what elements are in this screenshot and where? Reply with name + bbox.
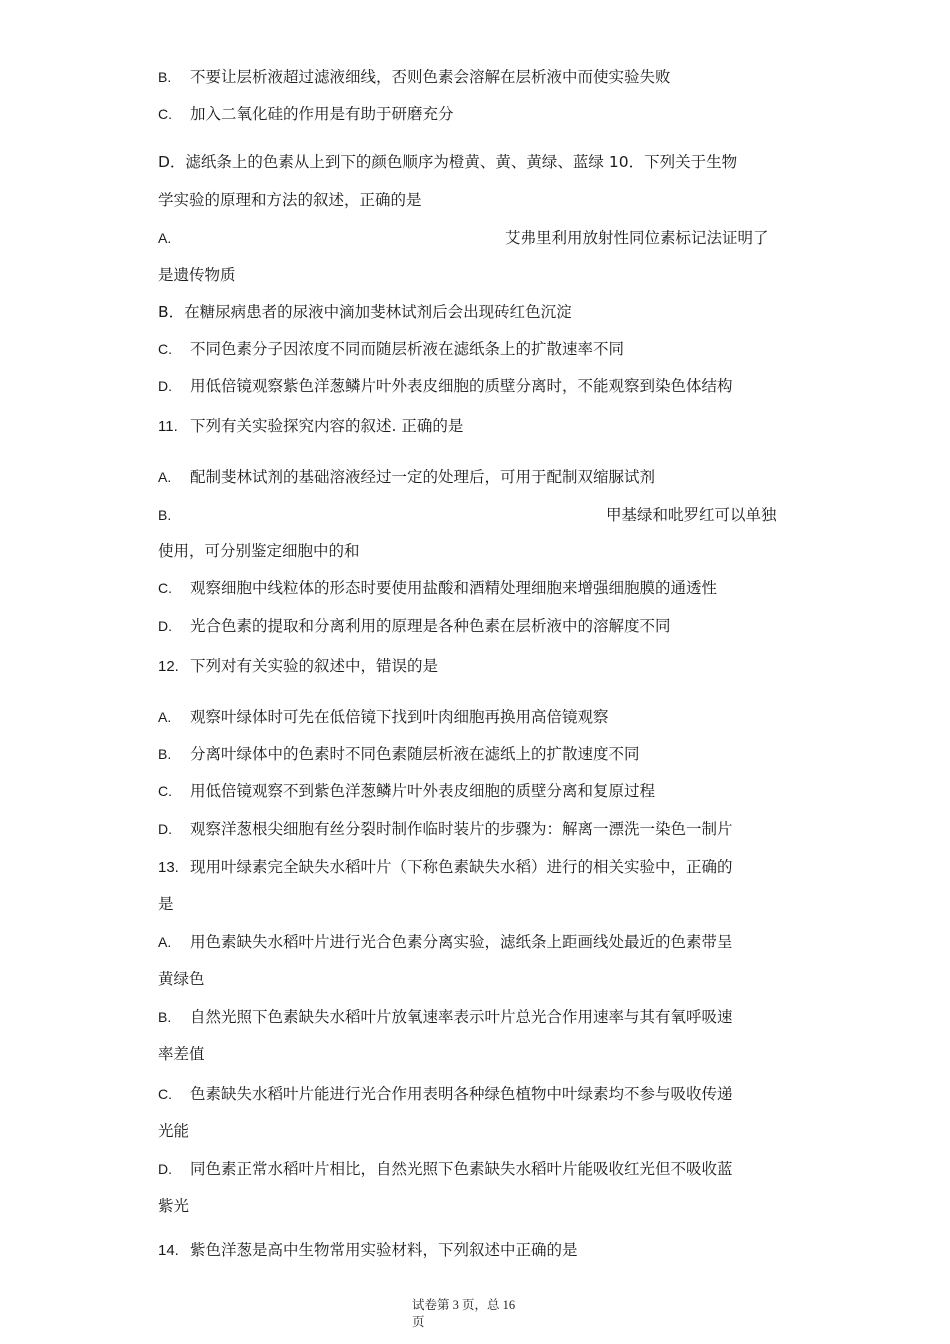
question-number: 11. xyxy=(158,418,178,435)
option-b-line xyxy=(158,67,671,87)
option-label: B. xyxy=(158,746,172,762)
option-text: 配制斐林试剂的基础溶液经过一定的处理后，可用于配制双缩脲试剂 xyxy=(190,468,656,486)
option-label: D. xyxy=(158,1161,172,1177)
option-text: 观察洋葱根尖细胞有丝分裂时制作临时装片的步骤为：解离一漂洗一染色一制片 xyxy=(190,820,733,838)
question-text: 下列对有关实验的叙述中，错误的是 xyxy=(190,657,439,675)
option-d-cont xyxy=(158,1196,189,1216)
option-label: D. xyxy=(158,821,172,837)
question-14 xyxy=(158,1240,578,1261)
option-label: A. xyxy=(158,469,172,485)
option-a-line xyxy=(158,932,733,952)
question-text: 下列有关实验探究内容的叙述. 正确的是 xyxy=(190,417,464,435)
option-c-line xyxy=(158,104,454,124)
option-text: D．滤纸条上的色素从上到下的颜色顺序为橙黄、黄、黄绿、蓝绿 10．下列关于生物 xyxy=(158,153,738,171)
option-d-line xyxy=(158,1159,733,1179)
option-label: B. xyxy=(158,1009,172,1025)
option-text: 率差值 xyxy=(158,1045,205,1063)
option-d-line xyxy=(158,376,733,396)
option-label: B. xyxy=(158,507,172,523)
question-text: 是 xyxy=(158,895,174,913)
option-c-line xyxy=(158,781,655,801)
option-b-cont xyxy=(158,1044,205,1064)
question-text: 学实验的原理和方法的叙述，正确的是 xyxy=(158,191,422,209)
option-a-cont xyxy=(158,265,236,285)
option-text: 加入二氧化硅的作用是有助于研磨充分 xyxy=(190,105,454,123)
option-text: 用低倍镜观察紫色洋葱鳞片叶外表皮细胞的质壁分离时，不能观察到染色体结构 xyxy=(190,377,733,395)
option-a-line xyxy=(158,707,609,727)
option-text: 使用，可分别鉴定细胞中的和 xyxy=(158,542,360,560)
option-a-line xyxy=(158,467,655,487)
option-c-line xyxy=(158,578,717,598)
option-text: 不同色素分子因浓度不同而随层析液在滤纸条上的扩散速率不同 xyxy=(190,340,625,358)
page-footer-cont: 页 xyxy=(412,1315,425,1329)
question-10-cont xyxy=(158,190,422,210)
option-label: A. xyxy=(158,709,172,725)
option-label: C. xyxy=(158,106,172,122)
option-text: 光能 xyxy=(158,1122,190,1140)
option-a-cont xyxy=(158,969,205,989)
option-label: C. xyxy=(158,783,172,799)
option-b-cont xyxy=(158,541,360,561)
option-text: 是遗传物质 xyxy=(158,266,236,284)
option-text: 用低倍镜观察不到紫色洋葱鳞片叶外表皮细胞的质壁分离和复原过程 xyxy=(190,782,656,800)
option-text: 光合色素的提取和分离利用的原理是各种色素在层析液中的溶解度不同 xyxy=(190,617,671,635)
option-b-line xyxy=(158,744,640,764)
option-text: 黄绿色 xyxy=(158,970,205,988)
option-text: 紫光 xyxy=(158,1197,190,1215)
option-d-line xyxy=(158,819,733,839)
option-c-cont xyxy=(158,1121,189,1141)
option-text: 观察叶绿体时可先在低倍镜下找到叶肉细胞再换用高倍镜观察 xyxy=(190,708,609,726)
option-text-right: 甲基绿和吡罗红可以单独 xyxy=(606,506,777,524)
option-b-line xyxy=(158,505,190,525)
option-label: D. xyxy=(158,378,172,394)
question-11 xyxy=(158,416,463,437)
question-13 xyxy=(158,857,733,878)
option-label: A. xyxy=(158,934,172,950)
question-text: 紫色洋葱是高中生物常用实验材料，下列叙述中正确的是 xyxy=(190,1241,578,1259)
option-text: 色素缺失水稻叶片能进行光合作用表明各种绿色植物中叶绿素均不参与吸收传递 xyxy=(190,1085,733,1103)
option-text: 观察细胞中线粒体的形态时要使用盐酸和酒精处理细胞来增强细胞膜的通透性 xyxy=(190,579,718,597)
option-c-line xyxy=(158,1084,733,1104)
option-text: 分离叶绿体中的色素时不同色素随层析液在滤纸上的扩散速度不同 xyxy=(190,745,640,763)
question-number: 12. xyxy=(158,658,179,675)
question-12 xyxy=(158,656,438,677)
option-b-line xyxy=(158,302,572,322)
question-number: 13. xyxy=(158,859,179,876)
option-d-line xyxy=(158,152,737,172)
option-text: 不要让层析液超过滤液细线，否则色素会溶解在层析液中而使实验失败 xyxy=(190,68,671,86)
question-13-cont xyxy=(158,894,174,914)
option-d-line xyxy=(158,616,671,636)
option-b-line xyxy=(158,1007,733,1027)
option-label: A. xyxy=(158,230,172,246)
page-footer: 试卷第 3 页，总 16 xyxy=(412,1298,516,1312)
option-label: C. xyxy=(158,341,172,357)
option-text: 用色素缺失水稻叶片进行光合色素分离实验，滤纸条上距画线处最近的色素带呈 xyxy=(190,933,733,951)
option-label: C. xyxy=(158,1086,172,1102)
option-text-right: 艾弗里利用放射性同位素标记法证明了 xyxy=(505,229,769,247)
question-text: 现用叶绿素完全缺失水稻叶片（下称色素缺失水稻）进行的相关实验中，正确的 xyxy=(190,858,733,876)
option-text: B．在糖尿病患者的尿液中滴加斐林试剂后会出现砖红色沉淀 xyxy=(158,303,572,321)
option-c-line xyxy=(158,339,624,359)
option-label: B. xyxy=(158,69,172,85)
question-number: 14. xyxy=(158,1242,179,1259)
option-label: C. xyxy=(158,580,172,596)
option-a-line xyxy=(158,228,190,248)
option-label: D. xyxy=(158,618,172,634)
option-text: 同色素正常水稻叶片相比，自然光照下色素缺失水稻叶片能吸收红光但不吸收蓝 xyxy=(190,1160,733,1178)
option-text: 自然光照下色素缺失水稻叶片放氧速率表示叶片总光合作用速率与其有氧呼吸速 xyxy=(190,1008,733,1026)
